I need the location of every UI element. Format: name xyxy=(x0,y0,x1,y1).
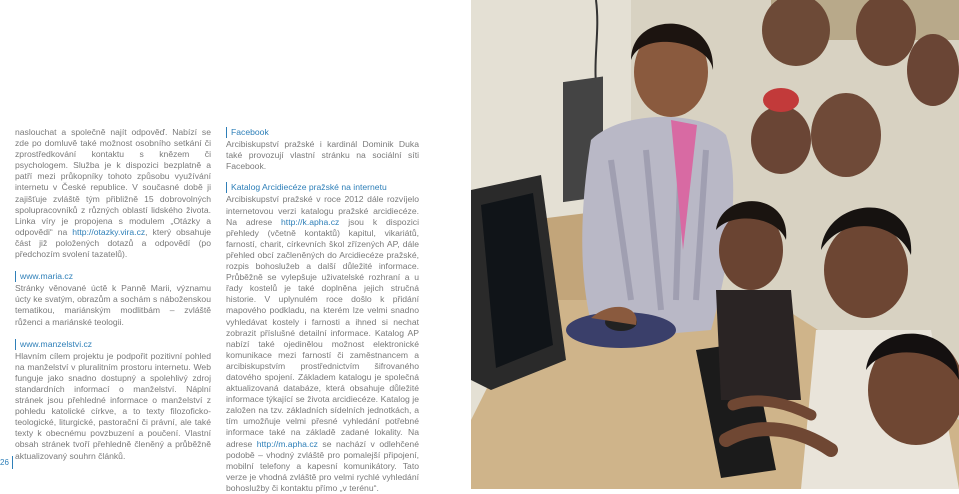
katalog-text: Arcibiskupství pražské v roce 2012 dále rozvíjelo internetovou verzi katalogu pražské arcidiecéze. Na adrese http://k.apha.cz jsou k dispozici přehledy (včetně kontaktů) kapitul, vikariátů, farností, charit, církevních škol zřízených AP, dále přehled obcí začleněných do Arcidiecéze pražské, rozpis bohoslužeb a další důležité informace. Průběžně se vylepšuje uživatelské rozhraní a u řady kostelů je také doplněna jejich stručná historie. V uplynulém roce došlo k přidání mapového podkladu, na kterém lze velmi snadno vyhledávat kostely i farnosti a ihned si nechat zobrazit příslušné detailní informace. Katalog AP nabízí také ojedinělou možnost elektronické komunikace mezi farností či zaměstnancem a arcibiskupstvím prostřednictvím šifrovaného datového spojení. Základem katalogu je společná aktualizovaná databáze, která obsahuje důležité informace týkající se života arcidiecéze. Katalog je založen na tzv. základních sídelních jednotkách, a tím umožňuje velmi přesné vyhledání potřebné informace také na základě zadané lokality. Na adrese http://m.apha.cz se nachází v odlehčené podobě – vhodný zvláště pro pomalejší připojení, mobilní telefony a kapesní komunikátory. Tato verze je vhodná zvláště pro velmi rychlé vyhledání bohoslužby či kontaktu přímo „v terénu“. xyxy=(226,194,419,493)
katalog-section xyxy=(226,182,419,494)
child-face xyxy=(824,222,908,318)
text-column-right xyxy=(226,127,419,494)
hair-flower xyxy=(763,88,799,112)
maria-heading[interactable]: www.maria.cz xyxy=(15,271,211,282)
child-face xyxy=(907,34,959,106)
manzelstvi-heading[interactable]: www.manzelstvi.cz xyxy=(15,339,211,350)
page-number: 26 xyxy=(0,456,13,469)
intro-paragraph: naslouchat a společně najít odpověď. Nabízí se zde po domluvě také možnost osobního setkání či zprostředkování kontaktu s knězem či psychologem. Služba je k dispozici bezplatně a patří mezi průkopníky tohoto způsobu využívání internetu v České republice. V současné době ji zajišťuje zvláště tým přibližně 15 dobrovolných spolupracovníků z různých oblastí lidského života. Linka víry je propojena s modulem „Otázky a odpovědi“ na http://otazky.vira.cz, který obsahuje část již položených dotazů a odpovědí (po předchozím svolení tazatelů). xyxy=(15,127,211,260)
child-face xyxy=(751,106,811,174)
photo-illustration xyxy=(471,0,959,489)
k-apha-link[interactable]: http://k.apha.cz xyxy=(281,216,340,227)
text-column-left xyxy=(15,127,211,462)
child-face xyxy=(811,93,881,177)
photo-classroom-computer xyxy=(471,0,959,489)
facebook-section xyxy=(226,127,419,172)
child-dress xyxy=(716,290,801,400)
facebook-text: Arcibiskupství pražské i kardinál Dominik Duka také provozují vlastní stránku na sociální síti Facebook. xyxy=(226,139,419,172)
katalog-heading: Katalog Arcidiecéze pražské na internetu xyxy=(226,182,419,193)
maria-text: Stránky věnované úctě k Panně Marii, významu úcty ke svatým, obrazům a sochám s náboženskou tematikou, mariánským modlitbám – zvláště růženci a mariánské teologii. xyxy=(15,283,211,327)
manzelstvi-text: Hlavním cílem projektu je podpořit pozitivní pohled na manželství v pluralitním prostoru internetu. Web funguje jako snadno dostupný a spolehlivý zdroj standardních informací o manželství. Náplní stránek jsou přehledné informace o manželství z pohledu katolické církve, a to texty filozoficko-teologické, liturgické, pastorační či právní, ale také texty k obecnému povzbuzení a poučení. Vlastní obsah stránek tvoří přehledně členěný a průběžně aktualizovaný souhrn článků. xyxy=(15,350,211,461)
facebook-heading[interactable]: Facebook xyxy=(226,127,419,138)
manzelstvi-section xyxy=(15,339,211,462)
m-apha-link[interactable]: http://m.apha.cz xyxy=(256,438,318,449)
maria-section xyxy=(15,271,211,327)
otazky-link[interactable]: http://otazky.vira.cz xyxy=(72,226,146,237)
